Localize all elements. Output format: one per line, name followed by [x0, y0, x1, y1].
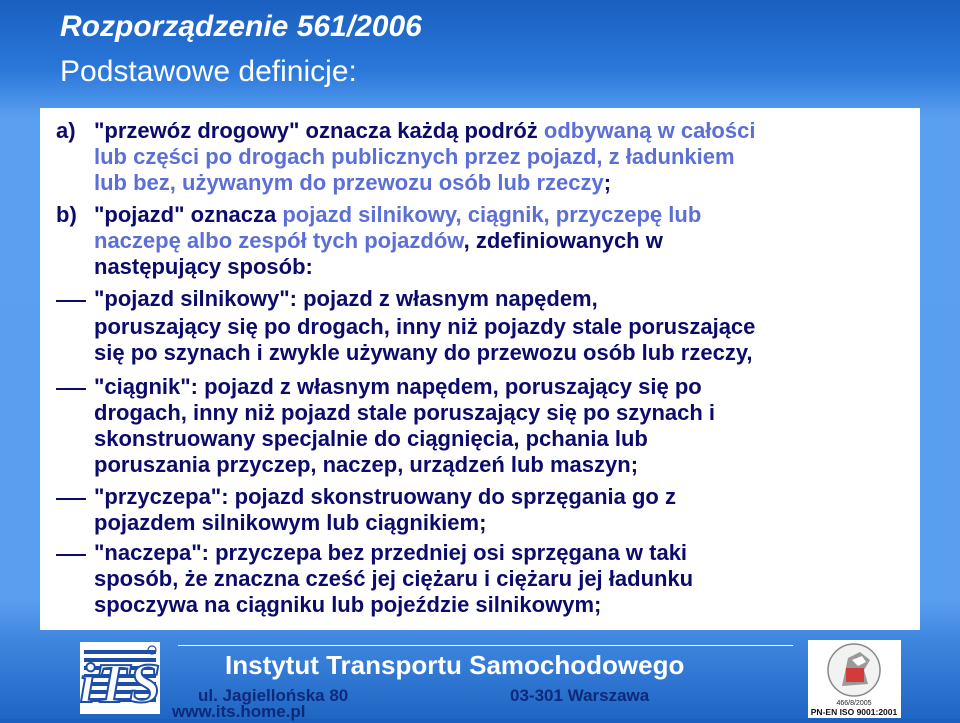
przyczepa-line-1: "przyczepa": pojazd skonstruowany do sprzęgania go z	[94, 484, 676, 509]
dash-bullet	[56, 498, 86, 500]
item-b-line-1: "pojazd" oznacza pojazd silnikowy, ciągnik, przyczepę lub	[94, 202, 702, 227]
footer-city: 03-301 Warszawa	[510, 686, 650, 705]
footer-website[interactable]: www.its.home.pl	[172, 702, 306, 721]
pojazd-silnikowy-line-1: "pojazd silnikowy": pojazd z własnym napędem,	[94, 286, 598, 311]
cert-number: 466/8/2005	[836, 700, 872, 707]
slide-subtitle: Podstawowe definicje:	[60, 55, 357, 88]
ciagnik-line-4: poruszania przyczep, naczep, urządzeń lub maszyn;	[94, 452, 639, 477]
item-a-line-3: lub bez, używanym do przewozu osób lub rzeczy;	[94, 170, 612, 195]
pojazd-silnikowy-line-2: poruszający się po drogach, inny niż pojazdy stale poruszające	[94, 314, 756, 339]
przyczepa-line-2: pojazdem silnikowym lub ciągnikiem;	[94, 510, 487, 535]
naczepa-line-2: sposób, że znaczna cześć jej ciężaru i ciężaru jej ładunku	[94, 566, 694, 591]
item-a-line-2: lub części po drogach publicznych przez pojazd, z ładunkiem	[94, 144, 735, 169]
institute-name: Instytut Transportu Samochodowego	[225, 650, 685, 680]
pojazd-silnikowy-line-3: się po szynach i zwykle używany do przewozu osób lub rzeczy,	[94, 340, 753, 365]
footer-street: ul. Jagiellońska 80	[198, 686, 349, 705]
item-b-label: b)	[56, 202, 77, 227]
slide-title: Rozporządzenie 561/2006	[60, 10, 422, 43]
footer-divider	[178, 645, 793, 646]
naczepa-line-3: spoczywa na ciągniku lub pojeździe silnikowym;	[94, 592, 602, 617]
ciagnik-line-3: skonstruowany specjalnie do ciągnięcia, pchania lub	[94, 426, 648, 451]
ciagnik-line-1: "ciągnik": pojazd z własnym napędem, poruszający się po	[94, 374, 702, 399]
item-a-line-1: "przewóz drogowy" oznacza każdą podróż odbywaną w całości	[94, 118, 756, 143]
definitions-panel	[40, 108, 920, 630]
dash-bullet	[56, 554, 86, 556]
item-a-label: a)	[56, 118, 76, 143]
ciagnik-line-2: drogach, inny niż pojazd stale poruszający się po szynach i	[94, 400, 716, 425]
dash-bullet	[56, 388, 86, 390]
its-logo	[80, 642, 160, 714]
cert-standard: PN-EN ISO 9001:2001	[810, 707, 898, 717]
naczepa-line-1: "naczepa": przyczepa bez przedniej osi sprzęgana w taki	[94, 540, 688, 565]
iso-certificate-logo	[808, 640, 901, 718]
item-b-line-3: następujący sposób:	[94, 254, 313, 279]
dash-bullet	[56, 300, 86, 302]
its-logo-lettering: iTS	[80, 653, 160, 714]
item-b-line-2: naczepę albo zespół tych pojazdów, zdefiniowanych w	[94, 228, 663, 253]
